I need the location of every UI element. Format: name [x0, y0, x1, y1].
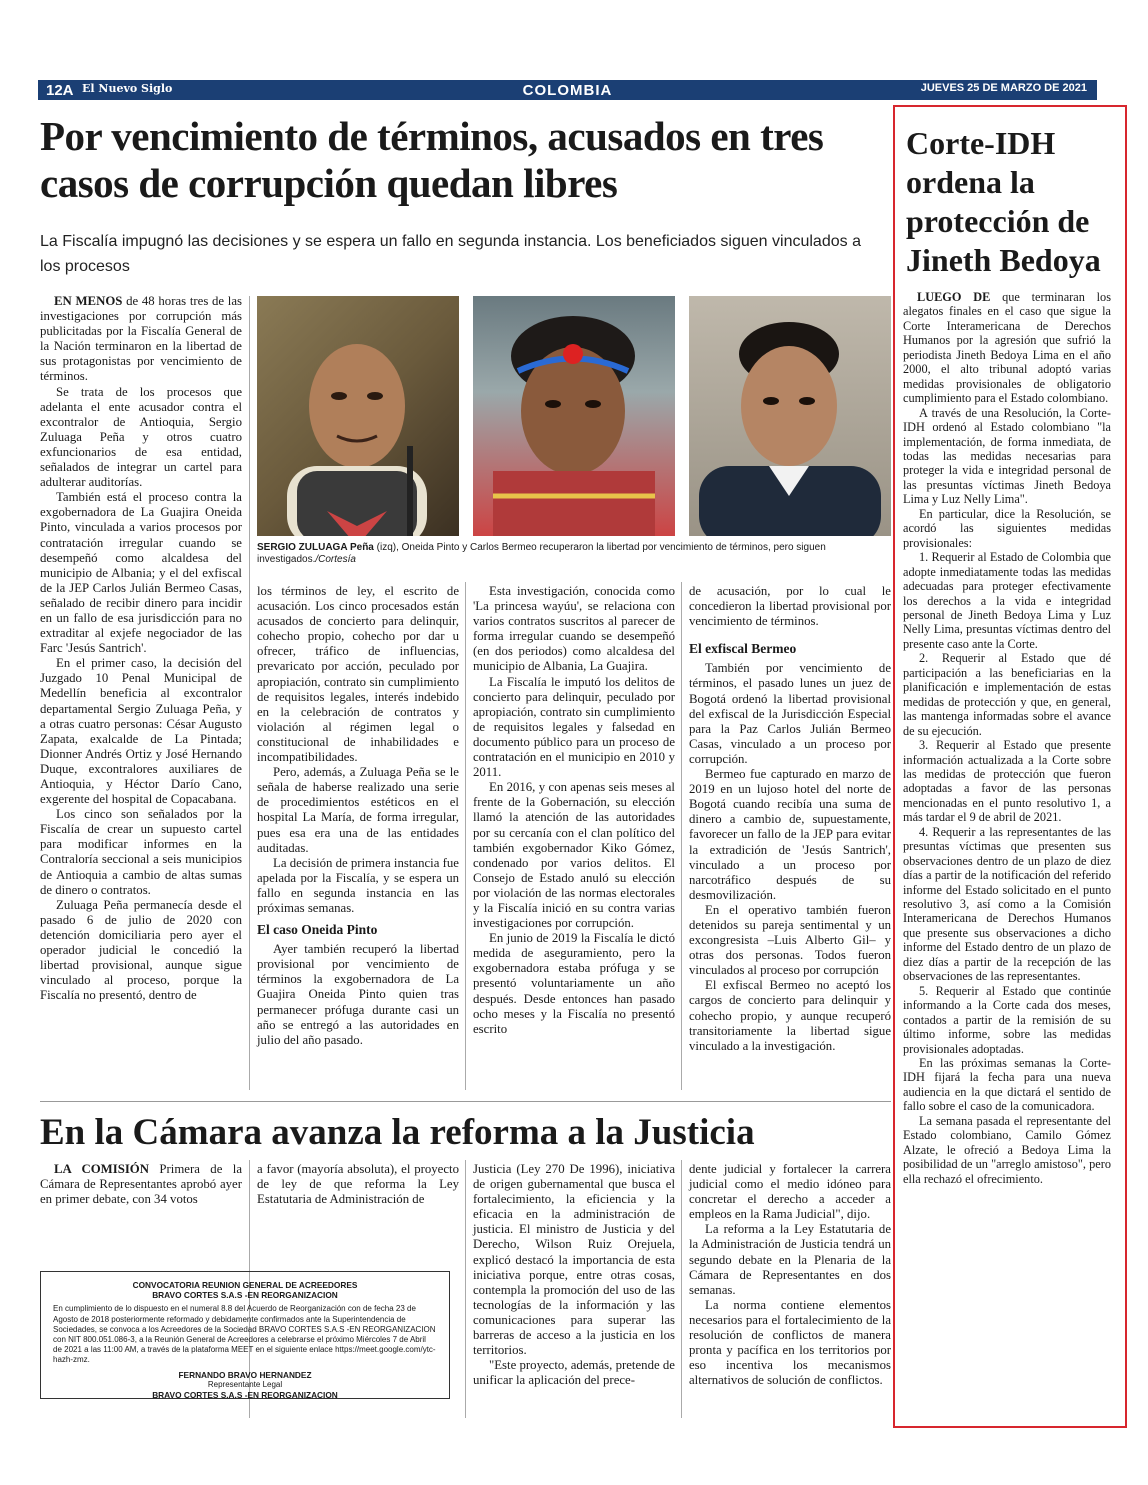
- main-paragraph: En 2016, y con apenas seis meses al frente de la Gobernación, su elección llamó la atención de las autoridades por su cercanía con el clan político del también exgobernador Kiko Gómez, condenado por varios delitos. El Consejo de Estado anuló su elección por violación de las normas electorales y la Fiscalía inició en su contra varias investigaciones por corrupción.: [473, 780, 675, 931]
- sidebar-paragraph: 5. Requerir al Estado que continúe informando a la Corte cada dos meses, contados a partir de la remisión de su último informe, sobre las medidas provisionales adoptadas.: [903, 983, 1111, 1056]
- main-column-3: [473, 584, 675, 1037]
- second-headline: En la Cámara avanza la reforma a la Justicia: [40, 1112, 755, 1153]
- second-paragraph: La reforma a la Ley Estatutaria de la Administración de Justicia tendrá un segundo debate en la Plenaria de la Cámara de Representantes en dos semanas.: [689, 1222, 891, 1297]
- sidebar-paragraph: LUEGO DE que terminaran los alegatos finales en el caso que sigue la Corte Interamericana de Derechos Humanos por la agresión que sufrió la periodista Jineth Bedoya Lima en el año 2000, el alto tribunal adoptó varias medidas provisionales de obligatorio cumplimiento para el Estado colombiano.: [903, 290, 1111, 406]
- main-paragraph: Se trata de los procesos que adelanta el ente acusador contra el excontralor de Antioquia, Sergio Zuluaga Peña y otros cuatro exfuncionarios de esa entidad, señalados de integrar un cartel para adulterar auditorías.: [40, 384, 242, 490]
- lead-in: LA COMISIÓN: [54, 1162, 150, 1176]
- main-paragraph: En el operativo también fueron detenidos su pareja sentimental y un excongresista –Luis Alberto Gil– y otras dos personas. Todos fueron vinculados al proceso por corrupción: [689, 902, 891, 978]
- section-header-bar: [38, 80, 1097, 100]
- sidebar-paragraph: En las próximas semanas la Corte-IDH fijará la fecha para una nueva audiencia en la que dictará el sentido de fallo sobre el caso de la comunicadora.: [903, 1056, 1111, 1114]
- column-rule: [465, 1160, 466, 1418]
- second-column-3: [473, 1162, 675, 1388]
- sidebar-paragraph: 1. Requerir al Estado de Colombia que adopte inmediatamente todas las medidas adecuadas para proteger efectivamente los derechos a la vida e integridad personal de Jineth Bedoya Lima y Luz Nelly Lima, presuntas víctimas dentro del presente caso ante la Corte.: [903, 550, 1111, 651]
- photo-credit: /Cortesía: [315, 554, 356, 565]
- main-column-4: [689, 584, 891, 1054]
- issue-date: JUEVES 25 DE MARZO DE 2021: [920, 82, 1087, 94]
- notice-company: BRAVO CORTES S.A.S -EN REORGANIZACION: [152, 1290, 338, 1301]
- column-rule: [249, 296, 250, 1090]
- main-headline: Por vencimiento de términos, acusados en tres casos de corrupción quedan libres: [40, 113, 824, 206]
- section-name: COLOMBIA: [522, 82, 613, 99]
- second-paragraph: La norma contiene elementos necesarios para el fortalecimiento de la resolución de conflictos de manera pronta y pacífica en los territorios por eso incentiva los mecanismos alternativos de solución de conflictos.: [689, 1297, 891, 1388]
- sidebar-paragraph: 3. Requerir al Estado que presente información actualizada a la Corte sobre las medidas de protección que fueron adoptadas a favor de las personas mencionadas en el punto resolutivo 1, a más tardar el 9 de abril de 2021.: [903, 738, 1111, 825]
- subhead-oneida-pinto: El caso Oneida Pinto: [257, 922, 378, 938]
- main-column-1: [40, 294, 242, 1003]
- notice-signer: FERNANDO BRAVO HERNANDEZ: [178, 1369, 312, 1380]
- main-paragraph: Pero, además, a Zuluaga Peña se le señala de haberse realizado una serie de procedimientos estéticos en el hospital La María, de forma irregular, pues esa era una de las entidades auditadas.: [257, 765, 459, 855]
- main-paragraph: En el primer caso, la decisión del Juzgado 10 Penal Municipal de Medellín beneficia al excontralor departamental Sergio Zuluaga Peña, y a otras cuatro personas: César Augusto Zapata, exalcalde de La Pintada; Dionner Andrés Ortiz y José Hernando Duque, excontralores auxiliares de Antioquia, y Héctor Darío Cano, exgerente del hospital de Copacabana.: [40, 656, 242, 807]
- sidebar-paragraph: La semana pasada el representante del Estado colombiano, Camilo Gómez Alzate, le ofreció a Bedoya Lima la posibilidad de un "arreglo amistoso", pero ella rechazó el ofrecimiento.: [903, 1113, 1111, 1186]
- second-paragraph: a favor (mayoría absoluta), el proyecto de ley de que reforma la Ley Estatutaria de Administración de: [257, 1162, 459, 1207]
- main-deck: La Fiscalía impugnó las decisiones y se espera un fallo en segunda instancia. Los beneficiados siguen vinculados a los procesos: [40, 233, 861, 275]
- second-paragraph: Justicia (Ley 270 De 1996), iniciativa de origen gubernamental que busca el fortalecimiento, la eficiencia y la eficacia en la administración de justicia. El ministro de Justicia y del Derecho, Wilson Ruiz Orejuela, explicó destacó la importancia de esta iniciativa porque, entre otras cosas, contempla la promoción del uso de las tecnologías de la información y las comunicaciones para superar las barreras de acceso a la justicia en los territorios.: [473, 1162, 675, 1358]
- sidebar-headline: Corte-IDH ordena la protección de Jineth Bedoya: [906, 125, 1101, 278]
- sidebar-paragraph: 4. Requerir a las representantes de las presuntas víctimas que presenten sus observaciones dentro de un plazo de diez días a partir de la notificación del referido informe del Estado solicitado en el punto resolutivo 3, así como a la Comisión Interamericana de Derechos Humanos que presente sus observaciones a dicho informe del Estado dentro de un plazo de diez días a partir de la recepción de las observaciones de las representantes.: [903, 824, 1111, 984]
- subhead-exfiscal-bermeo: El exfiscal Bermeo: [689, 641, 797, 657]
- main-paragraph: También por vencimiento de términos, el pasado lunes un juez de Bogotá ordenó la libertad provisional del exfiscal de la Jurisdicción Especial para la Paz Carlos Julián Bermeo Casas, vinculado a un proceso por corrupción.: [689, 661, 891, 766]
- main-paragraph: También está el proceso contra la exgobernadora de La Guajira Oneida Pinto, vinculada a varios procesos por contratación irregular cuando se desempeñó como alcaldesa del municipio de Albania; y el del exfiscal de la JEP Carlos Julián Bermeo Casas, señalado de recibir dinero para incidir en un fallo de esa jurisdicción para no extraditar al exjefe negociador de las Farc 'Jesús Santrich'.: [40, 490, 242, 656]
- portrait-figure-icon: [473, 296, 675, 536]
- sidebar-paragraph: En particular, dice la Resolución, se acordó las siguientes medidas provisionales:: [903, 506, 1111, 550]
- caption-name: SERGIO ZULUAGA Peña: [257, 542, 374, 553]
- legal-notice-ad: [40, 1271, 450, 1399]
- notice-body: En cumplimiento de lo dispuesto en el numeral 8.8 del Acuerdo de Reorganización con de fecha 23 de Agosto de 2018 posteriormente reformado y debidamente confirmados ante la Superintendencia de Sociedades, se convoca a los Acreedores de la Sociedad BRAVO CORTES S.A.S -EN REORGANIZACION con NIT 800.051.086-3, a la Reunión General de Acreedores a celebrarse el próximo Miércoles 7 de Abril de 2021 a las 11:00 AM, a través de la plataforma MEET en el siguiente enlace https://meet.google.com/ytc-hazh-zmz.: [53, 1304, 436, 1365]
- second-column-2: [257, 1162, 459, 1207]
- portrait-figure-icon: [689, 296, 891, 536]
- lead-in: EN MENOS: [54, 294, 123, 308]
- main-paragraph: Bermeo fue capturado en marzo de 2019 en un lujoso hotel del norte de Bogotá cuando recibía una suma de dinero a cambio de, supuestamente, favorecer un fallo de la JEP para evitar la extradición de 'Jesús Santrich', vinculado a un proceso por narcotráfico después de su desmovilización.: [689, 767, 891, 902]
- lead-in: LUEGO DE: [917, 290, 991, 304]
- main-column-2: [257, 584, 459, 1048]
- page-number: 12A: [46, 82, 74, 99]
- photo-oneida-pinto: [473, 296, 675, 536]
- column-rule: [681, 1160, 682, 1418]
- main-paragraph: EN MENOS de 48 horas tres de las investigaciones por corrupción más publicitadas por la Fiscalía General de la Nación terminaron en la libertad de sus protagonistas por vencimiento de términos.: [40, 294, 243, 384]
- main-paragraph: los términos de ley, el escrito de acusación. Los cinco procesados están acusados de concierto para delinquir, cohecho propio, cohecho por dar u ofrecer, tráfico de influencias, prevaricato por acción, peculado por apropiación, contrato sin cumplimiento de requisitos legales, interés indebido en la celebración de contratos y violación al régimen legal o constitucional de inhabilidades e incompatibilidades.: [257, 584, 459, 765]
- main-paragraph: Ayer también recuperó la libertad provisional por vencimiento de términos la exgobernadora de La Guajira Oneida Pinto quien tras permanecer prófuga durante casi un año se entregó a las autoridades en julio del año pasado.: [257, 942, 459, 1047]
- second-column-1: [40, 1162, 242, 1207]
- notice-title: CONVOCATORIA REUNION GENERAL DE ACREEDORES: [132, 1280, 358, 1290]
- portrait-figure-icon: [257, 296, 459, 536]
- second-paragraph: LA COMISIÓN Primera de la Cámara de Representantes aprobó ayer en primer debate, con 34 votos: [40, 1162, 242, 1207]
- second-paragraph: "Este proyecto, además, pretende de unificar la aplicación del prece-: [473, 1358, 675, 1388]
- photo-sergio-zuluaga: [257, 296, 459, 536]
- main-paragraph: La Fiscalía le imputó los delitos de concierto para delinquir, peculado por apropiación, contrato sin cumplimiento de requisitos legales y falsedad en documento público para un proceso de contratación en el municipio en 2010 y 2011.: [473, 674, 675, 780]
- main-paragraph: La decisión de primera instancia fue apelada por la Fiscalía, y se espera un fallo en segunda instancia en las próximas semanas.: [257, 855, 459, 915]
- sidebar-paragraph: A través de una Resolución, la Corte-IDH ordenó al Estado colombiano "la implementación, de forma inmediata, de todas las medidas necesarias para proteger la vida e integridad personal de las presuntas víctimas Jineth Bedoya Lima y Luz Nelly Lima".: [903, 405, 1111, 507]
- second-paragraph: dente judicial y fortalecer la carrera judicial como el medio idóneo para concretar el derecho a acceder a empleos en la Rama Judicial", dijo.: [689, 1162, 891, 1222]
- notice-company-footer: BRAVO CORTES S.A.S -EN REORGANIZACION: [152, 1390, 338, 1401]
- main-paragraph: Los cinco son señalados por la Fiscalía de crear un supuesto cartel para modificar informes en la Contraloría seccional a seis municipios de Antioquia a cambio de altas sumas de dinero o contratos.: [40, 807, 242, 897]
- main-paragraph: El exfiscal Bermeo no aceptó los cargos de concierto para delinquir y cohecho propio, y aunque recuperó transitoriamente la libertad sigue vinculado a la investigación.: [689, 978, 891, 1053]
- second-column-4: [689, 1162, 891, 1388]
- notice-role: Representante Legal: [207, 1379, 283, 1389]
- sidebar-body: [903, 290, 1111, 1186]
- main-paragraph: Esta investigación, conocida como 'La princesa wayúu', se relaciona con varios contratos suscritos al parecer de forma irregular cuando se desempeñó (en dos periodos) como alcaldesa del municipio de Albania, La Guajira.: [473, 584, 675, 674]
- main-paragraph: Zuluaga Peña permanecía desde el pasado 6 de julio de 2020 con detención domiciliaria pero ayer el operador judicial le concedió la libertad provisional, aunque sigue vinculado al proceso, porque la Fiscalía no presentó, dentro de: [40, 897, 242, 1003]
- column-rule: [681, 582, 682, 1090]
- main-paragraph: de acusación, por lo cual le concedieron la libertad provisional por vencimiento de términos.: [689, 584, 891, 629]
- column-rule: [465, 582, 466, 1090]
- photo-caption: SERGIO ZULUAGA Peña (izq), Oneida Pinto y Carlos Bermeo recuperaron la libertad por vencimiento de términos, pero siguen investigados./Cortesía: [257, 542, 826, 565]
- photo-carlos-bermeo: [689, 296, 891, 536]
- story-divider: [40, 1101, 891, 1102]
- sidebar-paragraph: 2. Requerir al Estado que dé participación a las beneficiarias en la planificación e implementación de estas medidas de protección y que, en general, las mantenga informadas sobre el avance de su ejecución.: [903, 651, 1111, 738]
- main-paragraph: En junio de 2019 la Fiscalía le dictó medida de aseguramiento, pero la exgobernadora estaba prófuga y se presentó voluntariamente un año después. Desde entonces han pasado ocho meses y la Fiscalía no presentó escrito: [473, 931, 675, 1036]
- newspaper-name: El Nuevo Siglo: [82, 82, 173, 95]
